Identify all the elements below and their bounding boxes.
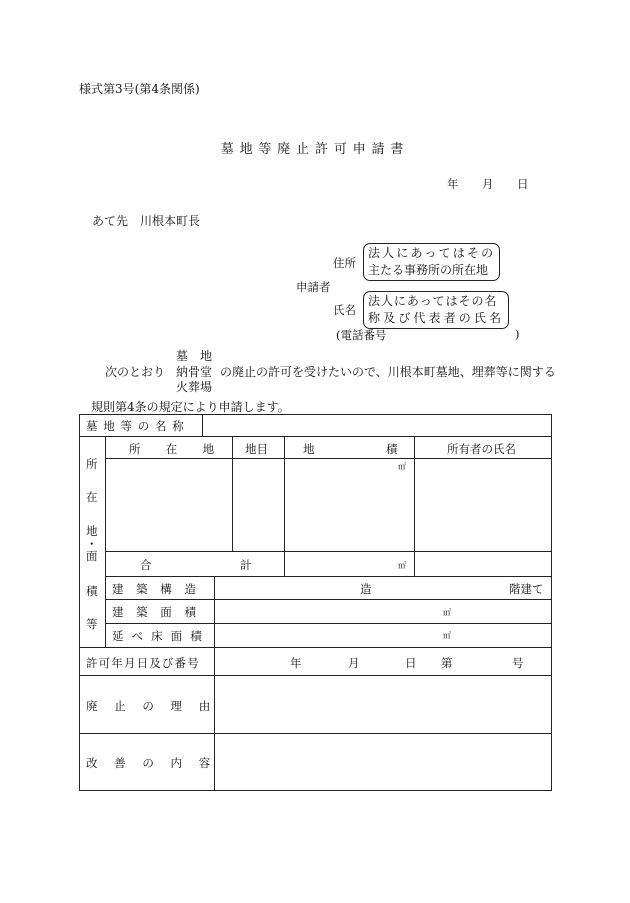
unit-m2: ㎡ xyxy=(443,608,451,617)
side-label-7: 等 xyxy=(86,617,98,631)
building-area-label: 建築面積 xyxy=(112,605,209,619)
improvement-label: 改善の内容 xyxy=(86,756,227,770)
unit-m2: ㎡ xyxy=(443,631,451,640)
permit-day: 日 xyxy=(405,656,417,670)
permit-dai: 第 xyxy=(441,656,453,670)
permit-label: 許可年月日及び番号 xyxy=(86,656,200,670)
facility-option-cemetery: 墓 地 xyxy=(176,349,213,363)
permit-go: 号 xyxy=(512,656,524,670)
body-tail: の廃止の許可を受けたいので、川根本町墓地、埋葬等に関する xyxy=(220,365,556,379)
name-note xyxy=(363,291,509,329)
date-year: 年 xyxy=(447,177,459,191)
structure-label: 建築構造 xyxy=(112,582,209,596)
applicant-label: 申請者 xyxy=(296,280,331,294)
facility-name-label: 墓地等の名称 xyxy=(86,419,190,433)
floor-area-label: 延べ床面積 xyxy=(112,629,210,643)
side-label-5: 面 xyxy=(86,549,98,563)
address-note xyxy=(363,243,500,281)
date-month: 月 xyxy=(482,177,494,191)
name-label: 氏名 xyxy=(333,303,356,317)
name-note-line-1: 法人にあってはその名 xyxy=(368,294,498,308)
side-label-4: ・ xyxy=(86,537,98,551)
facility-option-ossuary: 納骨堂 xyxy=(176,365,213,379)
unit-m2: ㎡ xyxy=(398,462,406,471)
total-label-1: 合 xyxy=(140,558,152,572)
structure-zou: 造 xyxy=(360,582,372,596)
header-area-1: 地 xyxy=(303,442,315,456)
side-label-1: 所 xyxy=(86,457,98,471)
total-label-2: 計 xyxy=(240,558,252,572)
phone-open: (電話番号 xyxy=(336,328,387,342)
side-label-6: 積 xyxy=(86,584,98,598)
phone-close: ) xyxy=(515,327,520,341)
form-number: 様式第3号(第4条関係) xyxy=(79,82,200,96)
address-label: 住所 xyxy=(333,256,356,270)
side-label-2: 在 xyxy=(86,490,98,504)
date-day: 日 xyxy=(517,177,529,191)
page-title: 墓地等廃止許可申請書 xyxy=(220,142,410,157)
facility-option-crematorium: 火葬場 xyxy=(176,380,213,394)
unit-m2: ㎡ xyxy=(398,561,406,570)
header-area-2: 積 xyxy=(386,442,398,456)
header-location: 所 在 地 xyxy=(129,442,221,456)
addressee: あて先 川根本町長 xyxy=(92,214,201,228)
address-note-line-2: 主たる事務所の所在地 xyxy=(368,263,489,277)
structure-floors: 階建て xyxy=(509,582,544,596)
address-note-line-1: 法人にあってはその xyxy=(368,246,496,260)
header-owner: 所有者の氏名 xyxy=(447,442,516,456)
side-label-3: 地 xyxy=(86,524,98,538)
name-note-line-2: 称及び代表者の氏名 xyxy=(368,311,505,325)
permit-month: 月 xyxy=(348,656,360,670)
reason-label: 廃止の理由 xyxy=(86,699,227,713)
body-line-2: 規則第4条の規定により申請します。 xyxy=(91,400,290,414)
permit-year: 年 xyxy=(290,656,302,670)
header-land-category: 地目 xyxy=(245,442,268,456)
body-lead: 次のとおり xyxy=(105,365,166,379)
